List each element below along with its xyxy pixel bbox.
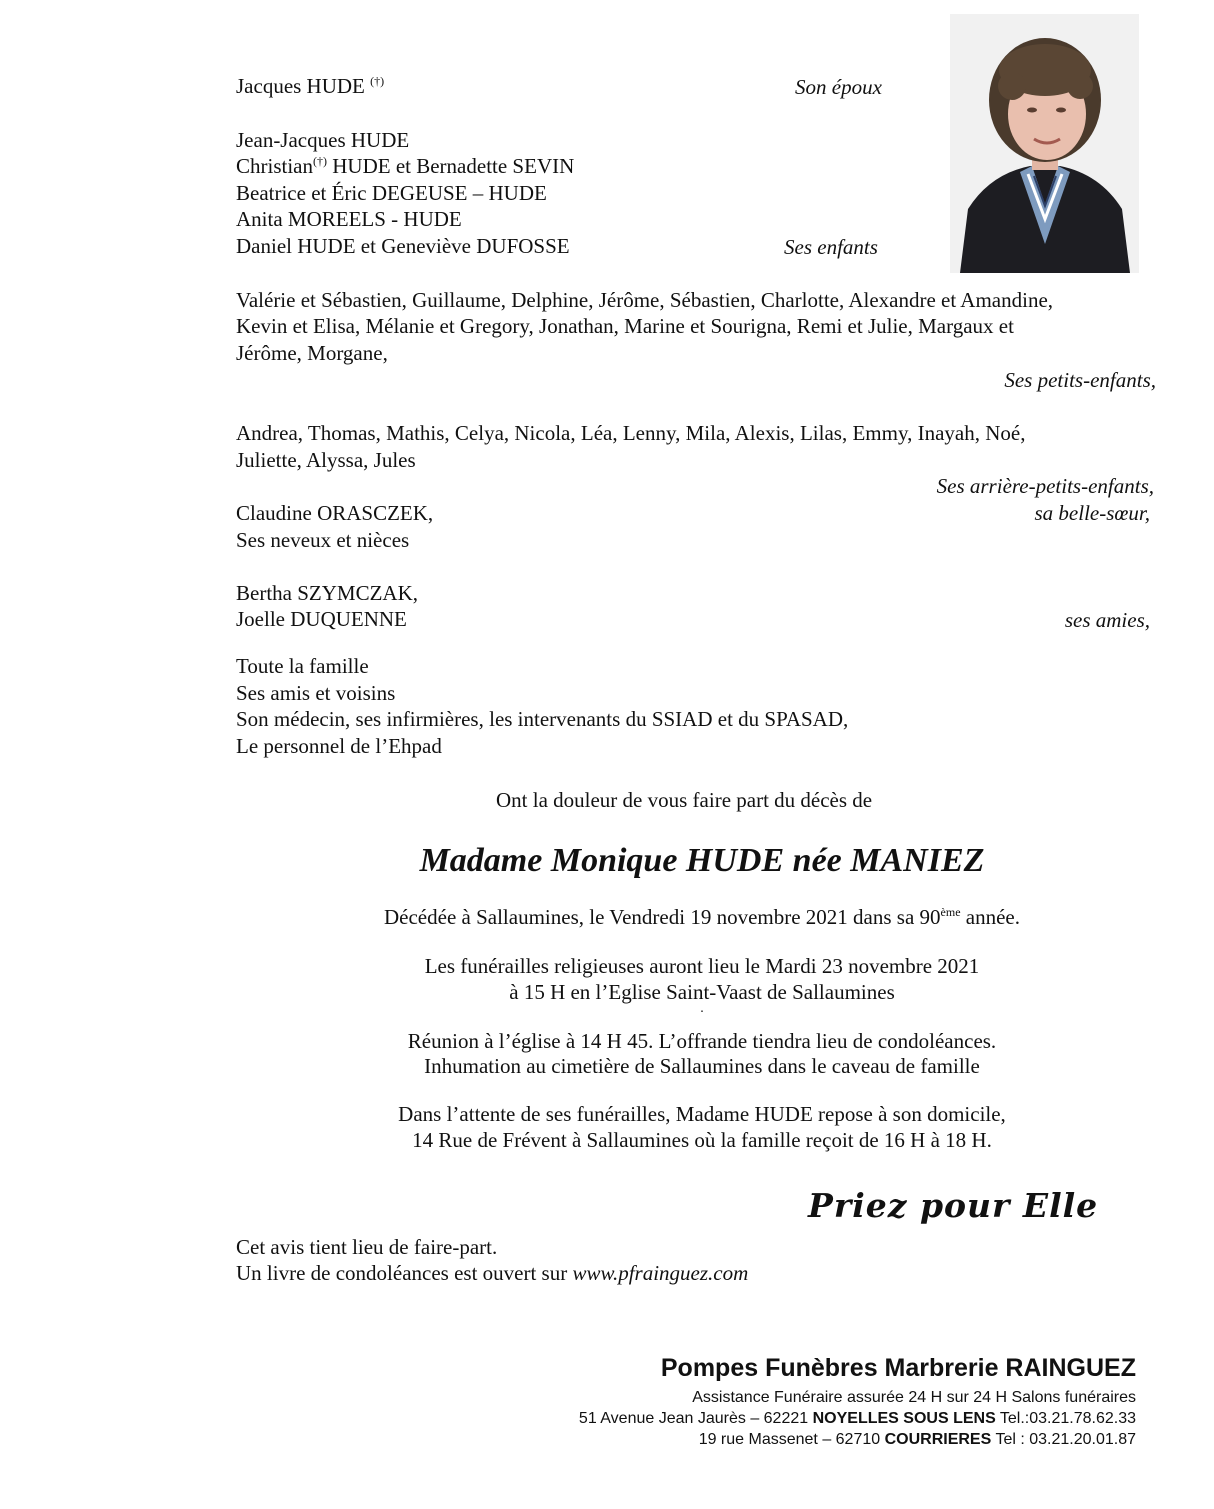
funeral-home-name: Pompes Funèbres Marbrerie RAINGUEZ	[660, 1354, 1136, 1382]
portrait-illustration	[950, 14, 1139, 273]
child-4: Anita MOREELS - HUDE	[236, 207, 462, 231]
rest-line-2: 14 Rue de Frévent à Sallaumines où la famille reçoit de 16 H à 18 H.	[412, 1128, 992, 1152]
child-5: Daniel HUDE et Geneviève DUFOSSE	[236, 234, 570, 258]
funeral-home-tagline: Assistance Funéraire assurée 24 H sur 24 H Salons funéraires	[692, 1389, 1136, 1406]
grandchildren-line-1: Valérie et Sébastien, Guillaume, Delphine, Jérôme, Sébastien, Charlotte, Alexandre et Amandine,	[236, 288, 1054, 312]
separator-dot: .	[700, 1001, 704, 1016]
prayer-text: Priez pour Elle	[808, 1186, 1099, 1225]
grandchildren-role: Ses petits-enfants,	[1004, 368, 1156, 392]
notice-line-1: Cet avis tient lieu de faire-part.	[236, 1235, 498, 1259]
friend-1: Bertha SZYMCZAK,	[236, 581, 418, 605]
sister-in-law-role: sa belle-sœur,	[1034, 501, 1150, 525]
deceased-name: Madame Monique HUDE née MANIEZ	[419, 842, 985, 879]
meeting-line-2: Inhumation au cimetière de Sallaumines dans le caveau de famille	[424, 1054, 980, 1078]
grandchildren-line-2: Kevin et Elisa, Mélanie et Gregory, Jonathan, Marine et Sourigna, Remi et Julie, Margaux et	[236, 314, 1014, 338]
nephews-line: Ses neveux et nièces	[236, 528, 410, 552]
funeral-home-address-2: 19 rue Massenet – 62710 COURRIERES Tel : 03.21.20.01.87	[698, 1431, 1136, 1448]
grandchildren-line-3: Jérôme, Morgane,	[236, 341, 388, 365]
spouse-line: Jacques HUDE (†)	[236, 74, 385, 98]
notice-line-2: Un livre de condoléances est ouvert sur www.pfrainguez.com	[236, 1261, 749, 1285]
funeral-line-1: Les funérailles religieuses auront lieu le Mardi 23 novembre 2021	[424, 954, 980, 978]
child-3: Beatrice et Éric DEGEUSE – HUDE	[236, 181, 547, 205]
death-line: Décédée à Sallaumines, le Vendredi 19 novembre 2021 dans sa 90ème année.	[384, 905, 1020, 929]
children-role: Ses enfants	[784, 235, 878, 259]
website-link[interactable]: www.pfrainguez.com	[572, 1261, 749, 1285]
others-line-1: Toute la famille	[236, 654, 369, 678]
great-grandchildren-line-1: Andrea, Thomas, Mathis, Celya, Nicola, Léa, Lenny, Mila, Alexis, Lilas, Emmy, Inayah, Noé,	[236, 421, 1026, 445]
funeral-line-2: à 15 H en l’Eglise Saint-Vaast de Sallaumines	[509, 980, 895, 1004]
sister-in-law-name: Claudine ORASCZEK,	[236, 501, 434, 525]
great-grandchildren-line-2: Juliette, Alyssa, Jules	[236, 448, 416, 472]
great-grandchildren-role: Ses arrière-petits-enfants,	[936, 474, 1154, 498]
others-line-4: Le personnel de l’Ehpad	[236, 734, 442, 758]
funeral-home-address-1: 51 Avenue Jean Jaurès – 62221 NOYELLES SOUS LENS Tel.:03.21.78.62.33	[578, 1410, 1136, 1427]
meeting-line-1: Réunion à l’église à 14 H 45. L’offrande tiendra lieu de condoléances.	[407, 1029, 997, 1053]
spouse-role: Son époux	[795, 75, 882, 99]
portrait-photo	[950, 14, 1139, 273]
friends-role: ses amies,	[1064, 608, 1150, 632]
child-1: Jean-Jacques HUDE	[236, 128, 410, 152]
others-line-3: Son médecin, ses infirmières, les intervenants du SSIAD et du SPASAD,	[236, 707, 849, 731]
friend-2: Joelle DUQUENNE	[236, 607, 407, 631]
others-line-2: Ses amis et voisins	[236, 681, 396, 705]
announcement-intro: Ont la douleur de vous faire part du décès de	[496, 788, 873, 812]
child-2: Christian(†) HUDE et Bernadette SEVIN	[236, 154, 575, 178]
rest-line-1: Dans l’attente de ses funérailles, Madame HUDE repose à son domicile,	[398, 1102, 1006, 1126]
